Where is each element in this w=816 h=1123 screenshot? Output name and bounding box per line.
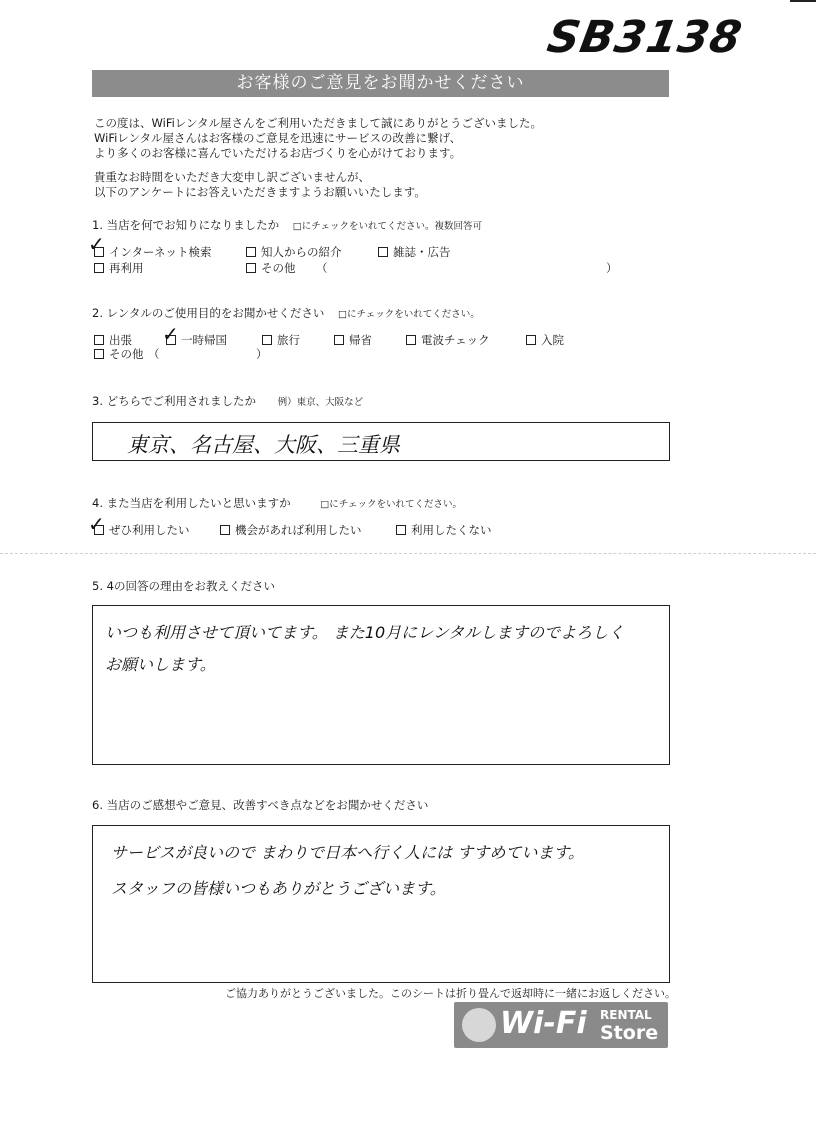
q2-option-other[interactable]: [94, 346, 144, 362]
wifi-rental-store-logo: [454, 1002, 668, 1048]
q4-option-definitely[interactable]: [94, 522, 190, 538]
q4-option-if-chance[interactable]: [220, 522, 362, 538]
check-mark-q4: ✓: [88, 512, 105, 536]
q1-other-close-paren: ）: [606, 261, 618, 275]
check-mark-q1: ✓: [88, 232, 105, 256]
q2-other-close-paren: ）: [256, 347, 268, 361]
checkbox-icon[interactable]: [94, 335, 104, 345]
checkbox-icon[interactable]: [396, 525, 406, 535]
checkbox-icon[interactable]: [406, 335, 416, 345]
q1-option-label: その他: [261, 261, 296, 275]
q1-question: 1. 当店を何でお知りになりましたか: [92, 218, 280, 232]
q1-hint: □にチェックをいれてください。複数回答可: [292, 221, 482, 232]
logo-main-text: Wi-Fi: [500, 1006, 587, 1041]
q2-option-label: その他: [109, 347, 144, 361]
checkbox-icon[interactable]: [526, 335, 536, 345]
q2-option-label: 旅行: [277, 333, 300, 347]
q1-option-reuse[interactable]: [94, 260, 144, 276]
check-mark-q2: ✓: [162, 322, 179, 346]
intro-line-2: WiFiレンタル屋さんはお客様のご意見を迅速にサービスの改善に繋げ、: [94, 131, 462, 145]
logo-rental-text: RENTAL: [600, 1008, 652, 1022]
q2-option-label: 出張: [109, 333, 132, 347]
q4-hint: □にチェックをいれてください。: [320, 499, 462, 510]
corner-mark: [790, 0, 816, 2]
q1-label: [92, 217, 482, 233]
q4-label: [92, 495, 462, 511]
q3-answer-text: 東京、名古屋、大阪、三重県: [127, 433, 400, 457]
q3-label: [92, 393, 363, 409]
q2-option-hospital[interactable]: [526, 332, 564, 348]
q6-answer-line-1: サービスが良いので まわりで日本へ行く人には すすめています。: [111, 843, 585, 862]
q2-label: [92, 305, 480, 321]
q1-option-label: 知人からの紹介: [261, 245, 342, 259]
q5-answer-box[interactable]: [92, 605, 670, 765]
page-title: お客様のご意見をお聞かせください: [92, 70, 669, 97]
intro-line-5: 以下のアンケートにお答えいただきますようお願いいたします。: [94, 185, 426, 199]
intro-line-1: この度は、WiFiレンタル屋さんをご利用いただきまして誠にありがとうございました。: [94, 116, 543, 130]
checkbox-icon[interactable]: [94, 349, 104, 359]
checkbox-icon[interactable]: [334, 335, 344, 345]
q1-option-magazine[interactable]: [378, 244, 451, 260]
q1-option-label: 再利用: [109, 261, 144, 275]
q6-answer-line-2: スタッフの皆様いつもありがとうございます。: [111, 879, 446, 898]
q2-question: 2. レンタルのご使用目的をお聞かせください: [92, 306, 325, 320]
q1-other-open-paren: （: [316, 261, 328, 275]
q2-option-label: 一時帰国: [181, 333, 227, 347]
q5-label: 5. 4の回答の理由をお教えください: [92, 579, 275, 593]
q4-question: 4. また当店を利用したいと思いますか: [92, 496, 291, 510]
q4-option-not[interactable]: [396, 522, 492, 538]
q1-option-referral[interactable]: [246, 244, 342, 260]
q2-option-label: 入院: [541, 333, 564, 347]
q5-answer-line-2: お願いします。: [105, 655, 216, 674]
q2-option-label: 電波チェック: [421, 333, 490, 347]
q2-other-open-paren: （: [148, 347, 160, 361]
q6-label: 6. 当店のご感想やご意見、改善すべき点などをお聞かせください: [92, 798, 429, 812]
q5-answer-line-1: いつも利用させて頂いてます。 また10月にレンタルしますのでよろしく: [105, 623, 625, 642]
q4-option-label: 機会があれば利用したい: [235, 523, 362, 537]
intro-line-3: より多くのお客様に喜んでいただけるお店づくりを心がけております。: [94, 146, 462, 160]
q1-option-label: インターネット検索: [109, 245, 212, 259]
fold-line: [0, 553, 816, 554]
q1-option-other[interactable]: [246, 260, 296, 276]
q2-option-travel[interactable]: [262, 332, 300, 348]
q2-option-visit-home[interactable]: [334, 332, 372, 348]
reference-number: SB3138: [543, 12, 747, 63]
q3-hint: 例）東京、大阪など: [277, 397, 364, 408]
footer-text: ご協力ありがとうございました。このシートは折り畳んで返却時に一緒にお返しください。: [225, 987, 676, 1000]
q4-option-label: 利用したくない: [411, 523, 492, 537]
q2-option-signal-check[interactable]: [406, 332, 490, 348]
checkbox-icon[interactable]: [94, 263, 104, 273]
q3-answer-box[interactable]: [92, 422, 670, 461]
checkbox-icon[interactable]: [262, 335, 272, 345]
q4-option-label: ぜひ利用したい: [109, 523, 190, 537]
checkbox-icon[interactable]: [246, 263, 256, 273]
q2-hint: □にチェックをいれてください。: [338, 309, 480, 320]
q2-option-label: 帰省: [349, 333, 372, 347]
logo-store-text: Store: [600, 1022, 659, 1044]
checkbox-icon[interactable]: [378, 247, 388, 257]
intro-line-4: 貴重なお時間をいただき大変申し訳ございませんが、: [94, 170, 370, 184]
q3-question: 3. どちらでご利用されましたか: [92, 394, 257, 408]
mascot-icon: [462, 1008, 496, 1042]
checkbox-icon[interactable]: [220, 525, 230, 535]
checkbox-icon[interactable]: [246, 247, 256, 257]
q6-answer-box[interactable]: [92, 825, 670, 983]
q1-option-label: 雑誌・広告: [393, 245, 451, 259]
q1-option-internet[interactable]: [94, 244, 211, 260]
